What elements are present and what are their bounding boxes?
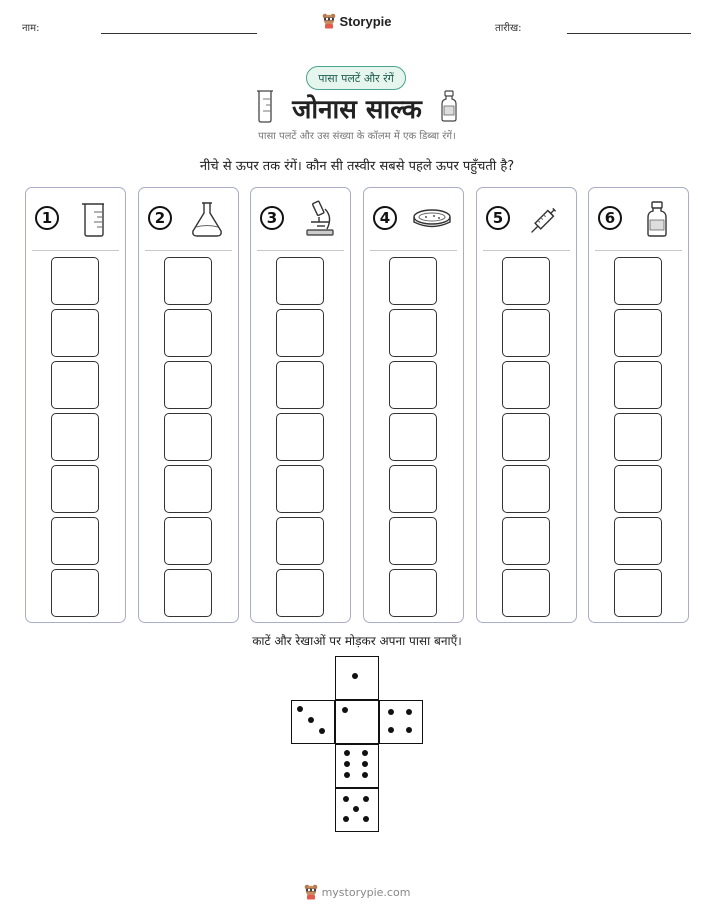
die-pip — [344, 750, 350, 756]
column-1 — [25, 187, 126, 623]
column-6 — [588, 187, 689, 623]
color-box[interactable] — [164, 361, 212, 409]
color-box[interactable] — [276, 361, 324, 409]
color-box[interactable] — [51, 465, 99, 513]
color-box[interactable] — [164, 569, 212, 617]
die-pip — [388, 727, 394, 733]
storypie-mascot-icon — [304, 884, 318, 900]
die-pip — [343, 796, 349, 802]
petri-dish-icon — [412, 199, 452, 239]
color-box[interactable] — [51, 569, 99, 617]
vial-icon — [637, 199, 677, 239]
color-box[interactable] — [614, 413, 662, 461]
die-face-1 — [335, 700, 379, 744]
column-number: 6 — [598, 206, 622, 230]
color-box[interactable] — [614, 465, 662, 513]
die-face-1 — [335, 656, 379, 700]
die-pip — [308, 717, 314, 723]
date-label: तारीख: — [495, 23, 522, 34]
color-box[interactable] — [164, 257, 212, 305]
die-pip — [352, 673, 358, 679]
column-3 — [250, 187, 351, 623]
die-pip — [353, 806, 359, 812]
color-box[interactable] — [389, 569, 437, 617]
die-pip — [344, 772, 350, 778]
color-box[interactable] — [164, 517, 212, 565]
die-pip — [344, 761, 350, 767]
column-number: 2 — [148, 206, 172, 230]
color-box[interactable] — [389, 361, 437, 409]
die-pip — [342, 707, 348, 713]
die-pip — [362, 761, 368, 767]
color-box[interactable] — [502, 465, 550, 513]
flask-icon — [187, 199, 227, 239]
color-box[interactable] — [51, 309, 99, 357]
color-box[interactable] — [276, 413, 324, 461]
die-pip — [343, 816, 349, 822]
die-face-5 — [335, 788, 379, 832]
color-box[interactable] — [389, 309, 437, 357]
color-box[interactable] — [389, 465, 437, 513]
date-line[interactable] — [567, 33, 691, 34]
color-box[interactable] — [164, 465, 212, 513]
die-pip — [406, 727, 412, 733]
name-label: नाम: — [22, 23, 40, 34]
name-line[interactable] — [101, 33, 257, 34]
column-4 — [363, 187, 464, 623]
color-box[interactable] — [502, 517, 550, 565]
color-box[interactable] — [614, 569, 662, 617]
die-pip — [406, 709, 412, 715]
die-pip — [362, 750, 368, 756]
color-box[interactable] — [502, 257, 550, 305]
die-pip — [363, 796, 369, 802]
column-5 — [476, 187, 577, 623]
color-box[interactable] — [276, 257, 324, 305]
storypie-mascot-icon — [322, 13, 336, 29]
die-instruction: काटें और रेखाओं पर मोड़कर अपना पासा बनाएँ। — [252, 634, 462, 648]
activity-badge: पासा पलटें और रंगें — [306, 66, 406, 90]
column-number: 4 — [373, 206, 397, 230]
footer — [0, 884, 714, 900]
brand-name: Storypie — [339, 13, 392, 29]
color-box[interactable] — [389, 257, 437, 305]
vial-icon — [440, 90, 458, 122]
die-face-4 — [379, 700, 423, 744]
color-box[interactable] — [502, 309, 550, 357]
syringe-icon — [525, 199, 565, 239]
color-box[interactable] — [164, 309, 212, 357]
die-pip — [319, 728, 325, 734]
die-pip — [297, 706, 303, 712]
color-box[interactable] — [614, 309, 662, 357]
die-face-3 — [291, 700, 335, 744]
die-pip — [362, 772, 368, 778]
column-number: 5 — [486, 206, 510, 230]
color-box[interactable] — [389, 413, 437, 461]
color-box[interactable] — [614, 257, 662, 305]
die-face-6 — [335, 744, 379, 788]
column-number: 1 — [35, 206, 59, 230]
color-box[interactable] — [502, 361, 550, 409]
color-box[interactable] — [389, 517, 437, 565]
color-box[interactable] — [614, 361, 662, 409]
color-box[interactable] — [276, 309, 324, 357]
brand-logo — [0, 13, 714, 29]
color-box[interactable] — [276, 517, 324, 565]
instruction-text: नीचे से ऊपर तक रंगें। कौन सी तस्वीर सबसे पहले ऊपर पहुँचती है? — [199, 159, 515, 174]
color-box[interactable] — [51, 361, 99, 409]
color-box[interactable] — [502, 569, 550, 617]
color-box[interactable] — [276, 465, 324, 513]
color-box[interactable] — [51, 517, 99, 565]
color-box[interactable] — [502, 413, 550, 461]
color-box[interactable] — [276, 569, 324, 617]
page-subtitle: पासा पलटें और उस संख्या के कॉलम में एक डिब्बा रंगें। — [258, 131, 456, 142]
color-box[interactable] — [164, 413, 212, 461]
page-title: जोनास साल्क — [292, 95, 422, 125]
microscope-icon — [299, 199, 339, 239]
die-pip — [388, 709, 394, 715]
color-box[interactable] — [51, 413, 99, 461]
footer-url[interactable]: mystorypie.com — [321, 885, 411, 899]
column-2 — [138, 187, 239, 623]
die-pip — [363, 816, 369, 822]
beaker-icon — [74, 199, 114, 239]
color-box[interactable] — [51, 257, 99, 305]
color-box[interactable] — [614, 517, 662, 565]
column-number: 3 — [260, 206, 284, 230]
